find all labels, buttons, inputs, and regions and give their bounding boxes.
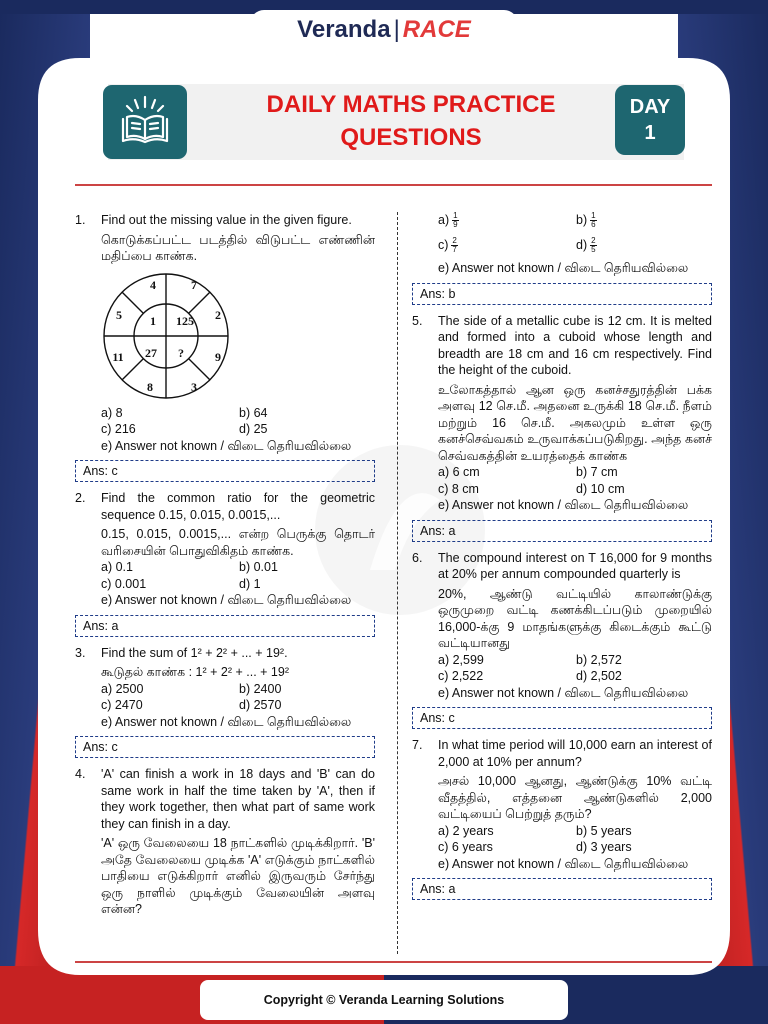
- brand-race: RACE: [402, 16, 471, 43]
- brand-logo: [0, 15, 768, 45]
- option-e[interactable]: e) Answer not known / விடை தெரியவில்லை: [438, 498, 689, 513]
- question-tamil: கொடுக்கப்பட்ட படத்தில் விடுபட்ட எண்ணின் மதிப்பை காண்க.: [101, 232, 375, 263]
- question-tamil: 'A' ஒரு வேலையை 18 நாட்களில் முடிக்கிறார். 'B' அதே வேலையை முடிக்க 'A' எடுக்கும் நாட்களில் பாதியை எடுக்கிறார் எனில் இருவரும் சேர்ந்து ஒரு நாளில் முடிக்கும் வேலையின் அளவு என்ன?: [101, 836, 375, 916]
- question-number: 6.: [412, 550, 423, 565]
- book-icon: [103, 85, 187, 159]
- option-d[interactable]: d) 10 cm: [576, 481, 625, 496]
- brand-veranda: Veranda: [297, 16, 391, 43]
- options: [438, 823, 712, 856]
- option-e[interactable]: e) Answer not known / விடை தெரியவில்லை: [101, 714, 352, 729]
- answer-box: Ans: c: [75, 460, 375, 482]
- column-divider: [397, 212, 398, 954]
- question-number: 1.: [75, 213, 86, 227]
- question-number: 3.: [75, 645, 86, 660]
- option-c[interactable]: c) 2,522: [438, 669, 484, 684]
- option-c[interactable]: c) 216: [101, 422, 136, 436]
- question-tamil: அசல் 10,000 ஆனது, ஆண்டுக்கு 10% வட்டி வீதத்தில், எத்தனை ஆண்டுகளில் 2,000 வட்டியைப் பெற்றுத் தரும்?: [438, 774, 712, 822]
- figure-inner-label: ?: [178, 345, 184, 360]
- option-c[interactable]: c) 8 cm: [438, 481, 479, 496]
- option-a[interactable]: a) 6 cm: [438, 465, 480, 480]
- question-tamil: உலோகத்தால் ஆன ஒரு கனச்சதுரத்தின் பக்க அளவு 12 செ.மீ. அதனை உருக்கி 18 செ.மீ. நீளம் மற்றும் 16 செ.மீ. அகலமும் உள்ள ஒரு கனச்செவ்வகம் உருவாக்கப்படுகிறது. அந்த கனச் செவ்வகத்தின் உயரத்தைக் காண்க: [438, 382, 712, 463]
- options: [101, 559, 375, 592]
- answer-box: Ans: b: [412, 283, 712, 305]
- answer-box: Ans: a: [412, 520, 712, 542]
- option-d[interactable]: d) 25: [239, 422, 268, 436]
- fraction: $\frac{1}{6}$: [591, 211, 596, 230]
- page-title: [186, 88, 636, 154]
- brand-separator: |: [393, 16, 400, 43]
- option-c[interactable]: c) 0.001: [101, 576, 147, 591]
- day-label: DAY: [629, 96, 671, 118]
- figure-outer-label: 4: [150, 277, 156, 292]
- option-b[interactable]: b) 64: [239, 405, 268, 420]
- option-e[interactable]: e) Answer not known / விடை தெரியவில்லை: [101, 593, 352, 607]
- option-d[interactable]: d) 1: [239, 576, 261, 591]
- option-a[interactable]: a) 2500: [101, 681, 144, 696]
- answer-box: Ans: c: [412, 707, 712, 729]
- figure-outer-label: 9: [215, 349, 221, 364]
- option-a[interactable]: a) 0.1: [101, 560, 133, 574]
- option-e[interactable]: e) Answer not known / விடை தெரியவில்லை: [101, 438, 352, 453]
- question-tamil: கூடுதல் காண்க : 1² + 2² + ... + 19²: [101, 665, 289, 679]
- options: [101, 405, 375, 438]
- question-english: 'A' can finish a work in 18 days and 'B' can do same work in half the time taken by 'A', then if they work together, then what part of same work they can finish in a day.: [101, 767, 375, 831]
- figure-inner-label: 1: [150, 313, 156, 328]
- question-6: [412, 550, 712, 702]
- question-tamil: 0.15, 0.015, 0.0015,... என்ற பெருக்கு தொடர் வரிசையின் பொதுவிகிதம் காண்க.: [101, 527, 375, 558]
- figure-inner-label: 27: [145, 345, 157, 360]
- option-c[interactable]: c) 2470: [101, 698, 143, 712]
- question-5: [412, 313, 712, 514]
- right-column: [412, 212, 712, 908]
- figure-inner-label: 125: [176, 313, 194, 328]
- question-english: Find the sum of 1² + 2² + ... + 19².: [101, 645, 288, 660]
- options: [101, 681, 375, 714]
- left-column: [75, 212, 375, 918]
- question-tamil: 20%, ஆண்டு வட்டியில் காலாண்டுக்கு ஒருமுறை வட்டி கணக்கிடப்படும் முறையில் 16,000-க்கு 9 மாதங்களுக்கு கிடைக்கும் கூட்டு வட்டியானது: [438, 586, 712, 651]
- option-e[interactable]: e) Answer not known / விடை தெரியவில்லை: [438, 261, 689, 276]
- option-d[interactable]: d) 2570: [239, 698, 282, 712]
- page-title-line2: QUESTIONS: [340, 124, 482, 151]
- figure-outer-label: 7: [191, 277, 197, 292]
- option-a[interactable]: a) $\frac{1}{9}$: [438, 211, 458, 230]
- option-c[interactable]: c) $\frac{2}{7}$: [438, 236, 457, 255]
- bottom-divider: [75, 961, 712, 963]
- question-english: The compound interest on T 16,000 for 9 months at 20% per annum compounded quarterly is: [438, 550, 712, 582]
- options: [438, 212, 712, 254]
- option-c[interactable]: c) 6 years: [438, 840, 493, 855]
- option-e[interactable]: e) Answer not known / விடை தெரியவில்லை: [438, 685, 689, 700]
- page-title-line1: DAILY MATHS PRACTICE: [266, 91, 556, 118]
- figure-outer-label: 5: [116, 307, 122, 322]
- question-english: Find out the missing value in the given figure.: [101, 213, 352, 227]
- fraction: $\frac{1}{9}$: [453, 211, 458, 230]
- option-b[interactable]: b) 5 years: [576, 823, 632, 838]
- day-number: 1: [644, 122, 656, 144]
- option-e[interactable]: e) Answer not known / விடை தெரியவில்லை: [438, 856, 689, 871]
- question-number: 2.: [75, 491, 86, 505]
- fraction: $\frac{2}{7}$: [452, 236, 457, 255]
- option-d[interactable]: d) 2,502: [576, 669, 622, 684]
- question-number: 5.: [412, 313, 423, 328]
- figure-outer-label: 3: [191, 379, 197, 394]
- option-b[interactable]: b) 2,572: [576, 652, 622, 667]
- option-a[interactable]: a) 2,599: [438, 652, 484, 667]
- question-1: [75, 212, 375, 454]
- top-divider: [75, 184, 712, 186]
- answer-box: Ans: a: [412, 878, 712, 900]
- question-4-continued: [412, 212, 712, 277]
- option-a[interactable]: a) 2 years: [438, 823, 494, 838]
- brand-header: [0, 0, 768, 58]
- answer-box: Ans: a: [75, 615, 375, 637]
- question-2: [75, 490, 375, 609]
- figure-outer-label: 2: [215, 307, 221, 322]
- question-number: 7.: [412, 738, 423, 753]
- number-circle-figure: [101, 271, 231, 401]
- option-d[interactable]: d) $\frac{2}{5}$: [576, 236, 596, 255]
- answer-box: Ans: c: [75, 736, 375, 758]
- question-7: [412, 737, 712, 872]
- question-english: In what time period will 10,000 earn an interest of 2,000 at 10% per annum?: [438, 738, 712, 769]
- question-4: [75, 766, 375, 918]
- question-english: The side of a metallic cube is 12 cm. It is melted and formed into a cuboid whose length and breadth are 18 cm and 16 cm respectively. Find the height of the cuboid.: [438, 313, 712, 378]
- option-b[interactable]: b) 0.01: [239, 560, 278, 574]
- question-3: [75, 645, 375, 731]
- figure-outer-label: 11: [112, 349, 124, 364]
- option-a[interactable]: a) 8: [101, 405, 123, 420]
- option-d[interactable]: d) 3 years: [576, 840, 632, 855]
- footer-copyright: Copyright © Veranda Learning Solutions: [263, 993, 505, 1007]
- question-english: Find the common ratio for the geometric sequence 0.15, 0.015, 0.0015,...: [101, 491, 375, 522]
- options: [438, 652, 712, 685]
- question-number: 4.: [75, 767, 86, 781]
- fraction: $\frac{2}{5}$: [591, 236, 596, 255]
- option-b[interactable]: b) 7 cm: [576, 465, 618, 480]
- figure-outer-label: 8: [147, 379, 153, 394]
- option-b[interactable]: b) 2400: [239, 681, 282, 696]
- option-b[interactable]: b) $\frac{1}{6}$: [576, 211, 596, 230]
- day-badge: [615, 85, 685, 155]
- options: [438, 464, 712, 497]
